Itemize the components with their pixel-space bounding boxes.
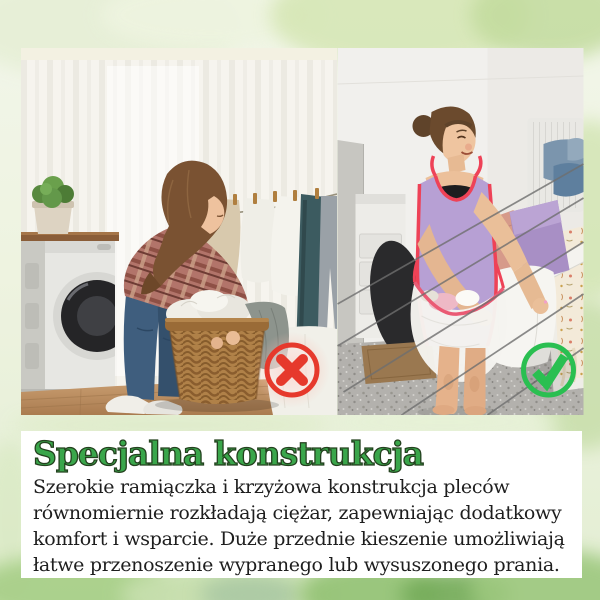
panel-body-line: równomiernie rozkładają ciężar, zapewniając dodatkowy	[33, 502, 562, 524]
check-icon	[524, 345, 574, 395]
info-panel	[21, 431, 582, 578]
panel-body-line: łatwe przenoszenie wypranego lub wysuszonego prania.	[33, 554, 560, 576]
panel-body-line: komfort i wsparcie. Duże przednie kieszenie umożliwiają	[33, 528, 565, 550]
cross-icon	[254, 332, 330, 408]
photo-correct-method	[337, 48, 584, 415]
panel-title: Specjalna konstrukcja	[33, 434, 424, 473]
panel-body-line: Szerokie ramiączka i krzyżowa konstrukcja pleców	[33, 476, 510, 498]
comparison-collage	[21, 48, 584, 415]
photo-wrong-method	[21, 48, 337, 415]
